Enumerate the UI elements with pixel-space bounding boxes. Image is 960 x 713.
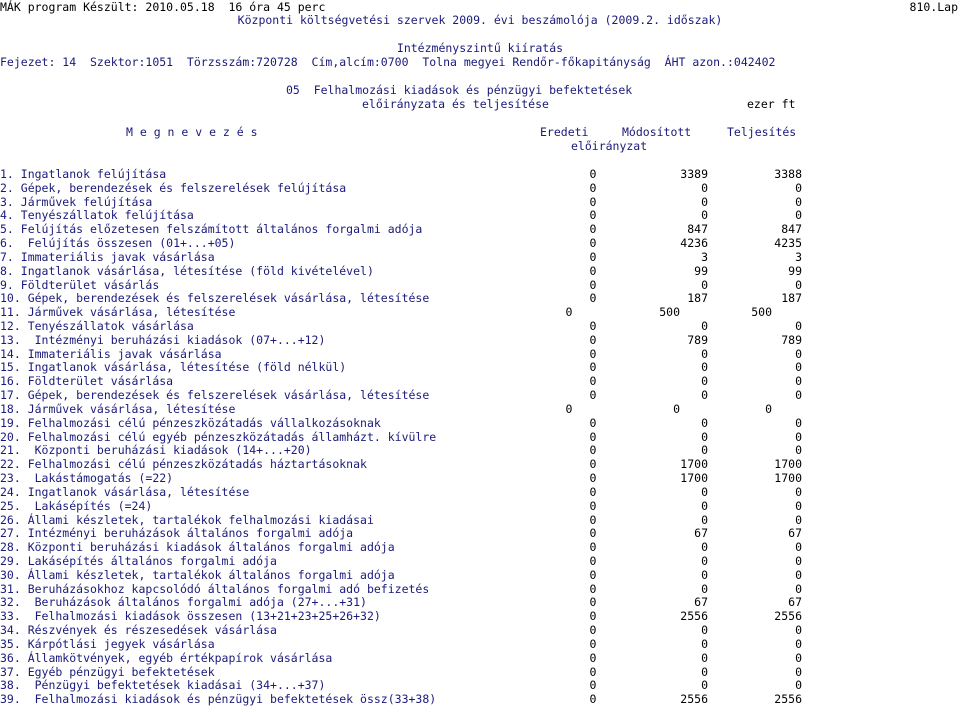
modified-value: 67 bbox=[694, 526, 708, 541]
table-row bbox=[0, 665, 960, 679]
modified-value: 0 bbox=[701, 484, 708, 499]
row-label: 28. Központi beruházási kiadások általános forgalmi adója bbox=[0, 540, 395, 555]
table-row bbox=[0, 568, 960, 582]
original-value: 0 bbox=[589, 194, 597, 209]
original-value: 0 bbox=[589, 498, 597, 513]
original-value: 0 bbox=[589, 512, 597, 527]
actual-value: 0 bbox=[795, 498, 802, 513]
original-value: 0 bbox=[589, 678, 597, 693]
original-value: 0 bbox=[589, 692, 597, 707]
original-value: 0 bbox=[589, 222, 597, 237]
table-row bbox=[0, 208, 960, 222]
original-value: 0 bbox=[589, 471, 597, 486]
row-label: 9. Földterület vásárlás bbox=[0, 277, 160, 292]
row-label: 34. Részvények és részesedések vásárlása bbox=[0, 623, 277, 638]
original-value: 0 bbox=[589, 553, 597, 568]
actual-value: 67 bbox=[788, 595, 802, 610]
section-subtitle: előirányzata és teljesítése bbox=[362, 97, 549, 111]
table-row bbox=[0, 692, 960, 706]
modified-value: 0 bbox=[701, 180, 708, 195]
actual-value: 0 bbox=[795, 664, 802, 679]
row-label: 27. Intézményi beruházások általános forgalmi adója bbox=[0, 526, 354, 541]
row-label: 12. Tenyészállatok vásárlása bbox=[0, 319, 194, 334]
modified-value: 1700 bbox=[680, 457, 708, 472]
actual-value: 0 bbox=[795, 636, 802, 651]
actual-value: 99 bbox=[788, 263, 802, 278]
actual-value: 0 bbox=[795, 415, 802, 430]
modified-value: 0 bbox=[701, 346, 708, 361]
original-value: 0 bbox=[589, 374, 597, 389]
original-value: 0 bbox=[589, 180, 597, 195]
row-label: 30. Állami készletek, tartalékok általános forgalmi adója bbox=[0, 567, 395, 582]
table-row bbox=[0, 678, 960, 692]
table-row bbox=[0, 609, 960, 623]
modified-value: 0 bbox=[701, 553, 708, 568]
actual-value: 0 bbox=[795, 678, 802, 693]
table-row bbox=[0, 388, 960, 402]
row-label: 13. Intézményi beruházási kiadások (07+...+12) bbox=[0, 332, 326, 347]
actual-value: 67 bbox=[788, 526, 802, 541]
column-header-name: M e g n e v e z é s bbox=[126, 125, 258, 139]
modified-value: 0 bbox=[701, 319, 708, 334]
table-row bbox=[0, 485, 960, 499]
issuer-line: Intézményszintű kiíratás bbox=[396, 41, 564, 55]
row-label: 10. Gépek, berendezések és felszerelések vásárlása, létesítése bbox=[0, 291, 430, 306]
row-label: 37. Egyéb pénzügyi befektetések bbox=[0, 664, 215, 679]
actual-value: 1700 bbox=[774, 471, 802, 486]
table-row bbox=[0, 651, 960, 665]
actual-value: 1700 bbox=[774, 457, 802, 472]
row-label: 8. Ingatlanok vásárlása, létesítése (föld kivételével) bbox=[0, 263, 374, 278]
table-row bbox=[0, 416, 960, 430]
row-label: 1. Ingatlanok felújítása bbox=[0, 167, 167, 181]
table-row bbox=[0, 540, 960, 554]
report-title: Központi költségvetési szervek 2009. évi beszámolója (2009.2. időszak) bbox=[237, 13, 723, 27]
modified-value: 99 bbox=[694, 263, 708, 278]
column-header-actual: Teljesítés bbox=[727, 125, 797, 139]
row-label: 2. Gépek, berendezések és felszerelések felújítása bbox=[0, 180, 347, 195]
actual-value: 4235 bbox=[774, 236, 802, 251]
modified-value: 0 bbox=[701, 623, 708, 638]
column-header-original: Eredeti bbox=[540, 125, 589, 139]
actual-value: 0 bbox=[795, 429, 802, 444]
modified-value: 4236 bbox=[680, 236, 708, 251]
row-label: 22. Felhalmozási célú pénzeszközátadás háztartásoknak bbox=[0, 457, 367, 472]
actual-value: 789 bbox=[781, 332, 802, 347]
row-label: 35. Kárpótlási jegyek vásárlása bbox=[0, 636, 215, 651]
modified-value: 67 bbox=[694, 595, 708, 610]
actual-value: 0 bbox=[795, 346, 802, 361]
table-row bbox=[0, 430, 960, 444]
modified-value: 0 bbox=[701, 498, 708, 513]
table-row bbox=[0, 319, 960, 333]
modified-value: 0 bbox=[701, 540, 708, 555]
actual-value: 847 bbox=[781, 222, 802, 237]
original-value: 0 bbox=[589, 650, 597, 665]
actual-value: 0 bbox=[795, 277, 802, 292]
original-value: 0 bbox=[589, 263, 597, 278]
column-header-sub: előirányzat bbox=[571, 139, 648, 153]
original-value: 0 bbox=[589, 332, 597, 347]
row-label: 23. Lakástámogatás (=22) bbox=[0, 471, 174, 486]
original-value: 0 bbox=[589, 415, 597, 430]
table-row bbox=[0, 457, 960, 471]
actual-value: 0 bbox=[795, 623, 802, 638]
row-label: 7. Immateriális javak vásárlása bbox=[0, 249, 215, 264]
table-row bbox=[0, 623, 960, 637]
actual-value: 0 bbox=[795, 208, 802, 223]
original-value: 0 bbox=[589, 457, 597, 472]
actual-value: 2556 bbox=[774, 692, 802, 707]
actual-value: 0 bbox=[795, 553, 802, 568]
row-label: 24. Ingatlanok vásárlása, létesítése bbox=[0, 484, 250, 499]
row-label: 32. Beruházások általános forgalmi adója (27+...+31) bbox=[0, 595, 367, 610]
modified-value: 0 bbox=[673, 401, 680, 416]
modified-value: 0 bbox=[701, 208, 708, 223]
modified-value: 3389 bbox=[680, 167, 708, 181]
actual-value: 2556 bbox=[774, 609, 802, 624]
actual-value: 187 bbox=[781, 291, 802, 306]
modified-value: 0 bbox=[701, 360, 708, 375]
program-line: MÁK program Készült: 2010.05.18 16 óra 45 perc bbox=[0, 0, 326, 14]
actual-value: 0 bbox=[795, 540, 802, 555]
row-label: 6. Felújítás összesen (01+...+05) bbox=[0, 236, 236, 251]
row-label: 11. Járművek vásárlása, létesítése bbox=[0, 305, 236, 320]
ids-line: Fejezet: 14 Szektor:1051 Törzsszám:720728 Cím,alcím:0700 Tolna megyei Rendőr-főkapitányság ÁHT azon.:042402 bbox=[0, 55, 776, 69]
table-row bbox=[0, 264, 960, 278]
modified-value: 0 bbox=[701, 512, 708, 527]
table-row bbox=[0, 278, 960, 292]
row-label: 38. Pénzügyi befektetések kiadásai (34+...+37) bbox=[0, 678, 326, 693]
modified-value: 2556 bbox=[680, 609, 708, 624]
original-value: 0 bbox=[589, 429, 597, 444]
original-value: 0 bbox=[589, 236, 597, 251]
row-label: 39. Felhalmozási kiadások és pénzügyi befektetések össz(33+38) bbox=[0, 692, 437, 707]
row-label: 18. Járművek vásárlása, létesítése bbox=[0, 401, 236, 416]
row-label: 25. Lakásépítés (=24) bbox=[0, 498, 153, 513]
table-row bbox=[0, 582, 960, 596]
table-row bbox=[0, 443, 960, 457]
modified-value: 0 bbox=[701, 429, 708, 444]
original-value: 0 bbox=[589, 277, 597, 292]
original-value: 0 bbox=[589, 208, 597, 223]
page-number: 810.Lap bbox=[909, 0, 958, 14]
row-label: 29. Lakásépítés általános forgalmi adója bbox=[0, 553, 277, 568]
actual-value: 0 bbox=[795, 194, 802, 209]
original-value: 0 bbox=[589, 291, 597, 306]
table-row bbox=[0, 499, 960, 513]
table-row bbox=[0, 333, 960, 347]
actual-value: 0 bbox=[795, 374, 802, 389]
modified-value: 847 bbox=[687, 222, 708, 237]
modified-value: 0 bbox=[701, 650, 708, 665]
modified-value: 2556 bbox=[680, 692, 708, 707]
original-value: 0 bbox=[589, 443, 597, 458]
row-label: 26. Állami készletek, tartalékok felhalmozási kiadásai bbox=[0, 512, 374, 527]
table-row bbox=[0, 637, 960, 651]
actual-value: 0 bbox=[795, 650, 802, 665]
section-title: 05 Felhalmozási kiadások és pénzügyi befektetések bbox=[286, 83, 633, 97]
actual-value: 0 bbox=[795, 512, 802, 527]
actual-value: 0 bbox=[765, 401, 772, 416]
modified-value: 0 bbox=[701, 415, 708, 430]
row-label: 3. Járművek felújítása bbox=[0, 194, 153, 209]
table-row bbox=[0, 181, 960, 195]
row-label: 21. Központi beruházási kiadások (14+...+20) bbox=[0, 443, 312, 458]
original-value: 0 bbox=[589, 484, 597, 499]
original-value: 0 bbox=[589, 346, 597, 361]
modified-value: 0 bbox=[701, 581, 708, 596]
row-label: 4. Tenyészállatok felújítása bbox=[0, 208, 194, 223]
table-row bbox=[0, 305, 960, 319]
original-value: 0 bbox=[565, 401, 573, 416]
table-row bbox=[0, 374, 960, 388]
original-value: 0 bbox=[589, 636, 597, 651]
row-label: 15. Ingatlanok vásárlása, létesítése (föld nélkül) bbox=[0, 360, 347, 375]
modified-value: 0 bbox=[701, 567, 708, 582]
column-header-modified: Módosított bbox=[622, 125, 692, 139]
modified-value: 0 bbox=[701, 678, 708, 693]
original-value: 0 bbox=[589, 388, 597, 403]
table-row bbox=[0, 513, 960, 527]
table-row bbox=[0, 360, 960, 374]
original-value: 0 bbox=[589, 623, 597, 638]
original-value: 0 bbox=[589, 540, 597, 555]
original-value: 0 bbox=[589, 609, 597, 624]
table-row bbox=[0, 250, 960, 264]
original-value: 0 bbox=[589, 526, 597, 541]
actual-value: 0 bbox=[795, 443, 802, 458]
actual-value: 0 bbox=[795, 319, 802, 334]
modified-value: 0 bbox=[701, 277, 708, 292]
modified-value: 187 bbox=[687, 291, 708, 306]
actual-value: 0 bbox=[795, 388, 802, 403]
row-label: 14. Immateriális javak vásárlása bbox=[0, 346, 222, 361]
table-row bbox=[0, 347, 960, 361]
modified-value: 500 bbox=[659, 305, 680, 320]
actual-value: 0 bbox=[795, 360, 802, 375]
row-label: 16. Földterület vásárlása bbox=[0, 374, 174, 389]
original-value: 0 bbox=[589, 567, 597, 582]
actual-value: 500 bbox=[751, 305, 772, 320]
actual-value: 0 bbox=[795, 484, 802, 499]
table-row bbox=[0, 167, 960, 181]
original-value: 0 bbox=[589, 167, 597, 181]
row-label: 19. Felhalmozási célú pénzeszközátadás vállalkozásoknak bbox=[0, 415, 381, 430]
table-row bbox=[0, 595, 960, 609]
row-label: 20. Felhalmozási célú egyéb pénzeszközátadás államházt. kívülre bbox=[0, 429, 437, 444]
table-row bbox=[0, 222, 960, 236]
modified-value: 0 bbox=[701, 443, 708, 458]
modified-value: 0 bbox=[701, 388, 708, 403]
modified-value: 3 bbox=[701, 249, 708, 264]
table-row bbox=[0, 195, 960, 209]
row-label: 5. Felújítás előzetesen felszámított általános forgalmi adója bbox=[0, 222, 423, 237]
modified-value: 789 bbox=[687, 332, 708, 347]
table-row bbox=[0, 471, 960, 485]
table-row bbox=[0, 402, 960, 416]
actual-value: 3 bbox=[795, 249, 802, 264]
original-value: 0 bbox=[565, 305, 573, 320]
original-value: 0 bbox=[589, 664, 597, 679]
modified-value: 0 bbox=[701, 374, 708, 389]
original-value: 0 bbox=[589, 249, 597, 264]
table-row bbox=[0, 291, 960, 305]
table-row bbox=[0, 236, 960, 250]
modified-value: 0 bbox=[701, 194, 708, 209]
row-label: 33. Felhalmozási kiadások összesen (13+21+23+25+26+32) bbox=[0, 609, 381, 624]
original-value: 0 bbox=[589, 319, 597, 334]
table-row bbox=[0, 526, 960, 540]
original-value: 0 bbox=[589, 595, 597, 610]
row-label: 31. Beruházásokhoz kapcsolódó általános forgalmi adó befizetés bbox=[0, 581, 430, 596]
original-value: 0 bbox=[589, 360, 597, 375]
row-label: 17. Gépek, berendezések és felszerelések vásárlása, létesítése bbox=[0, 388, 430, 403]
original-value: 0 bbox=[589, 581, 597, 596]
actual-value: 3388 bbox=[774, 167, 802, 181]
table-row bbox=[0, 554, 960, 568]
actual-value: 0 bbox=[795, 581, 802, 596]
unit-label: ezer ft bbox=[747, 97, 796, 111]
row-label: 36. Államkötvények, egyéb értékpapírok vásárlása bbox=[0, 650, 333, 665]
modified-value: 0 bbox=[701, 636, 708, 651]
actual-value: 0 bbox=[795, 180, 802, 195]
modified-value: 1700 bbox=[680, 471, 708, 486]
actual-value: 0 bbox=[795, 567, 802, 582]
modified-value: 0 bbox=[701, 664, 708, 679]
